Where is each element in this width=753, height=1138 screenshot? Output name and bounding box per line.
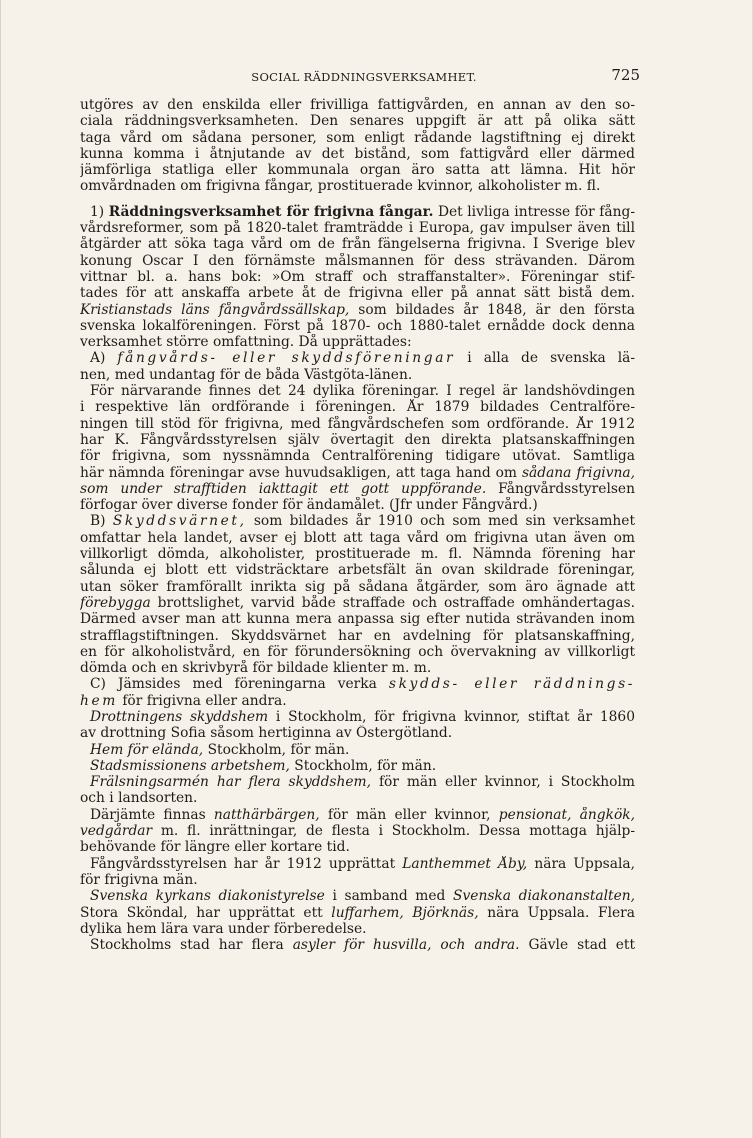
page-number: 725 <box>611 66 640 84</box>
page-body <box>80 97 635 953</box>
section-1 <box>80 204 635 351</box>
intro-paragraph <box>80 97 635 195</box>
text-line: svenska lokalföreningen. Först på 1870- och 1880-talet ernådde dock denna <box>80 317 635 334</box>
text-line: Stadsmissionens arbetshem, Stockholm, för män. <box>90 757 437 774</box>
institution-name: Svenska kyrkans diakonistyrelse <box>90 888 325 905</box>
text-line: och i landsorten. <box>80 790 198 807</box>
section-heading: Räddningsverksamhet för frigivna fångar. <box>108 203 434 220</box>
text-line: omfattar hela landet, avser ej blott att taga vård om frigivna utan även om <box>80 529 635 546</box>
text-line: vittnar bl. a. hans bok: »Om straff och straffanstalter». Föreningar stif- <box>80 268 635 285</box>
text-line: B) Skyddsvärnet, som bildades år 1910 och som med sin verksamhet <box>90 513 635 530</box>
text-line: taga vård om sådana personer, som enligt rådande lagstiftning ej direkt <box>80 129 635 146</box>
list-label: B) <box>90 513 106 530</box>
text-line: behövande för längre eller kortare tid. <box>80 839 350 856</box>
text-line: av drottning Sofia såsom hertiginna av Östergötland. <box>80 725 453 742</box>
text-line: här nämnda föreningar avse huvudsakligen, att taga hand om sådana frigivna, <box>80 464 635 481</box>
text-line: Stora Sköndal, har upprättat ett luffarhem, Björknäs, nära Uppsala. Flera <box>80 904 635 921</box>
text-line: ningen till stöd för frigivna, med fångvårdschefen som ordförande. År 1912 <box>80 415 635 432</box>
text-line: omvårdnaden om frigivna fångar, prostituerade kvinnor, alkoholister m. fl. <box>80 178 601 195</box>
text-line: en för alkoholistvård, en för förundersökning och övervakning av villkorligt <box>80 643 635 660</box>
page-header <box>88 66 640 86</box>
text-line: tades för att anskaffa arbete åt de frigivna eller på annat sätt bistå dem. <box>80 285 635 302</box>
text-line: för frigivna män. <box>80 871 198 888</box>
text-line: utgöres av den enskilda eller frivilliga fattigvården, en annan av den so- <box>80 97 635 113</box>
text-line: villkorligt dömda, alkoholister, prostituerade m. fl. Nämnda förening har <box>80 546 635 563</box>
text-line: För närvarande finnes det 24 dylika föreningar. I regel är landshövdingen <box>90 383 635 400</box>
text-line: Frälsningsarmén har flera skyddshem, för män eller kvinnor, i Stockholm <box>90 774 635 791</box>
text-line: Drottningens skyddshem i Stockholm, för frigivna kvinnor, stiftat år 1860 <box>90 708 635 725</box>
text-line: verksamhet större omfattning. Då upprättades: <box>80 334 412 351</box>
text-line: ciala räddningsverksamheten. Den senares uppgift är att på olika sätt <box>80 113 635 130</box>
text-line: C) Jämsides med föreningarna verka skydds- eller räddnings- <box>90 676 635 693</box>
section-b <box>80 513 635 676</box>
spaced-term: skydds- eller räddnings- <box>388 676 635 693</box>
spaced-term: Skyddsvärnet, <box>112 513 247 530</box>
text-line: i respektive län ordförande i föreningen. År 1879 bildades Centralföre- <box>80 399 635 416</box>
text-line: A) fångvårds- eller skyddsföreningar i alla de svenska lä- <box>90 350 635 367</box>
text-line: konung Oscar I den förnämste målsmannen för dess strävanden. Därom <box>80 252 635 269</box>
institution-name: Stadsmissionens arbetshem, <box>90 757 290 774</box>
list-label: A) <box>90 350 106 367</box>
text-line: Stockholms stad har flera asyler för husvilla, och andra. Gävle stad ett <box>90 937 635 954</box>
text-line: sålunda ej blott ett vidsträcktare arbetsfält än ovan skildrade föreningar, <box>80 562 635 579</box>
text-line: 1) Räddningsverksamhet för frigivna fångar. Det livliga intresse för fång- <box>90 203 635 220</box>
section-c <box>80 676 635 953</box>
organization-name: Kristianstads läns fångvårdssällskap, <box>80 301 350 318</box>
institution-name: Frälsningsarmén har flera skyddshem, <box>90 774 372 791</box>
text-line: hem för frigivna eller andra. <box>80 692 287 709</box>
text-line: för frigivna, som nyssnämnda Centralförening tidigare utövat. Samtliga <box>80 448 635 465</box>
section-a <box>80 350 635 513</box>
text-line: vedgårdar m. fl. inrättningar, de flesta i Stockholm. Dessa mottaga hjälp- <box>80 823 635 840</box>
text-line: Svenska kyrkans diakonistyrelse i samband med Svenska diakonanstalten, <box>90 888 635 905</box>
text-line: Därjämte finnas natthärbärgen, för män eller kvinnor, pensionat, ångkök, <box>90 806 635 823</box>
running-head: SOCIAL RÄDDNINGSVERKSAMHET. <box>251 70 477 84</box>
text-line: förebygga brottslighet, varvid både straffade och ostraffade omhändertagas. <box>80 594 635 611</box>
text-line: Fångvårdsstyrelsen har år 1912 upprättat Lanthemmet Åby, nära Uppsala, <box>90 855 635 872</box>
text-line: vårdsreformer, som på 1820-talet framträdde i Europa, gav impulser även till <box>80 220 635 237</box>
text-line: Hem för elända, Stockholm, för män. <box>90 741 350 758</box>
text-line: åtgärder att söka taga vård om de från fängelserna frigivna. I Sverige blev <box>80 236 635 253</box>
text-line: har K. Fångvårdsstyrelsen själv övertagit den direkta platsanskaffningen <box>80 431 635 448</box>
institution-name: Hem för elända, <box>90 741 204 758</box>
text-line: utan söker framförallt inrikta sig på sådana åtgärder, som äro ägnade att <box>80 578 635 595</box>
institution-name: Drottningens skyddshem <box>90 708 269 725</box>
text-line: nen, med undantag för de båda Västgöta-länen. <box>80 366 413 383</box>
text-line: som under strafftiden iakttagit ett gott uppförande. Fångvårdsstyrelsen <box>80 480 635 497</box>
text-line: dömda och en skrivbyrå för bildade klienter m. m. <box>80 660 432 677</box>
list-label: C) <box>90 676 106 693</box>
institution-name: Svenska diakonanstalten, <box>453 888 635 905</box>
institution-name: Lanthemmet Åby, <box>402 855 528 872</box>
text-line: jämförliga statliga eller kommunala organ äro satta att lämna. Hit hör <box>80 162 635 179</box>
text-line: förfogar över diverse fonder för ändamålet. (Jfr under Fångvård.) <box>80 497 538 514</box>
text-line: strafflagstiftningen. Skyddsvärnet har en avdelning för platsanskaffning, <box>80 627 635 644</box>
spaced-term: hem <box>80 692 118 709</box>
spaced-term: fångvårds- eller skyddsföreningar <box>117 350 456 367</box>
section-number: 1) <box>90 203 105 220</box>
text-line: kunna komma i åtnjutande av det bistånd, som fattigvård eller därmed <box>80 145 635 162</box>
text-line: Därmed avser man att kunna mera anpassa sig efter nutida strävanden inom <box>80 611 635 628</box>
text-line: Kristianstads läns fångvårdssällskap, som bildades år 1848, är den första <box>80 301 635 318</box>
text-line: dylika hem lära vara under förberedelse. <box>80 920 367 937</box>
